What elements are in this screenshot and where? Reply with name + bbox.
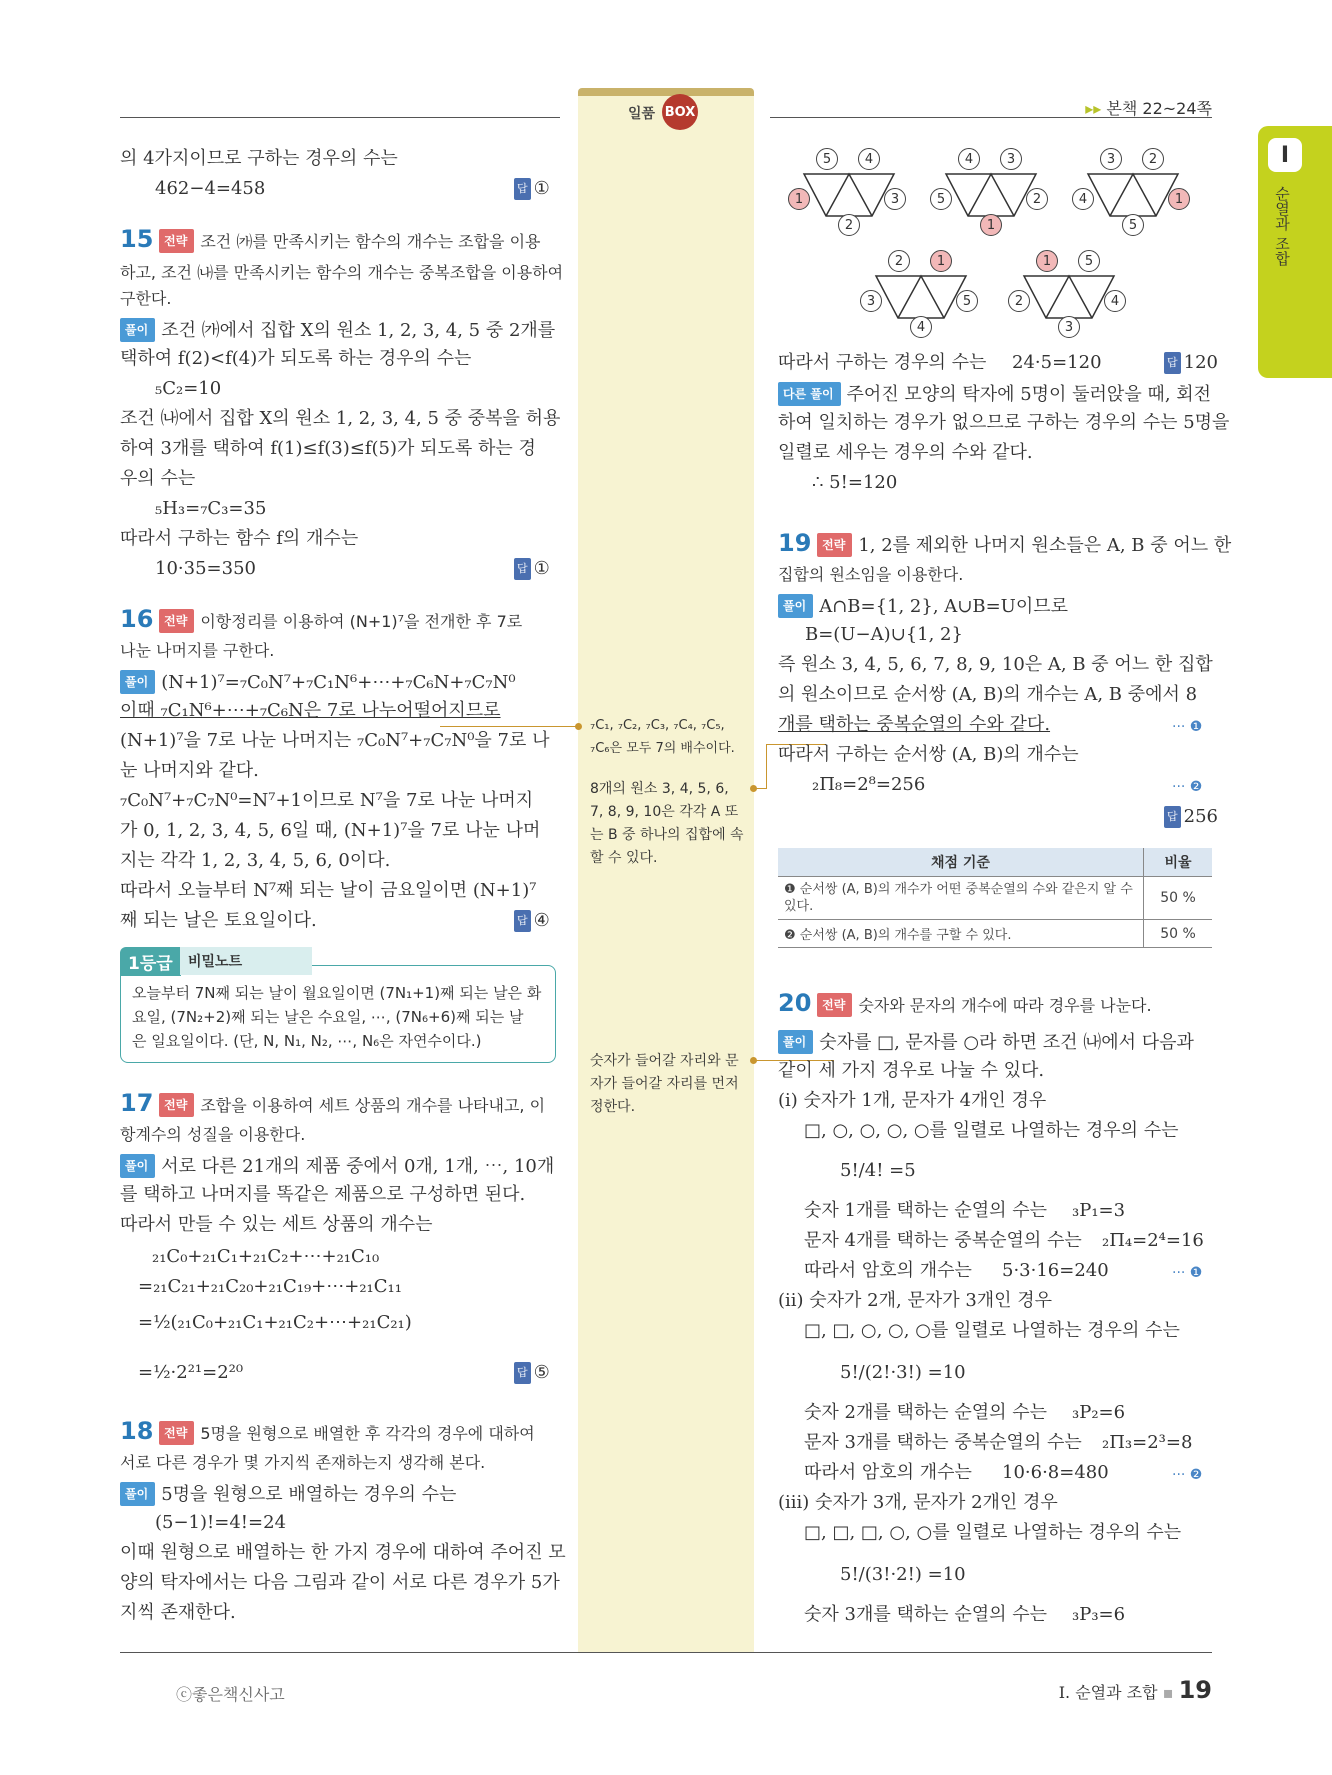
text-line: 눈 나머지와 같다. <box>120 760 259 781</box>
text-line: 즉 원소 3, 4, 5, 6, 7, 8, 9, 10은 A, B 중 어느 한 집합 <box>778 654 1213 675</box>
equation: ₂Π₄=2⁴=16 <box>1102 1230 1204 1251</box>
page-number: 19 <box>1178 1676 1212 1704</box>
seat-number: 1 <box>1036 250 1058 272</box>
q15-solution: 풀이 조건 ㈎에서 집합 X의 원소 1, 2, 3, 4, 5 중 2개를 <box>120 318 555 342</box>
text-line: 문자 4개를 택하는 중복순열의 수는 <box>804 1230 1082 1251</box>
seat-number: 2 <box>1008 290 1030 312</box>
chapter-title: 순열과 조합 <box>1273 186 1291 266</box>
step-marker: ··· ❶ <box>1172 1265 1203 1281</box>
seat-number: 4 <box>858 148 880 170</box>
footer-rule <box>120 1652 1212 1653</box>
double-arrow-icon: ▸▸ <box>1085 99 1102 118</box>
text-line: 가 0, 1, 2, 3, 4, 5, 6일 때, (N+1)⁷을 7로 나눈 나머 <box>120 820 541 841</box>
equation: (5−1)!=4!=24 <box>155 1512 287 1533</box>
equation: 5!/(3!·2!) =10 <box>840 1564 966 1585</box>
text-line: ₇C₀N⁷+₇C₇N⁰=N⁷+1이므로 N⁷을 7로 나눈 나머지 <box>120 790 534 811</box>
table-row: ❶ 순서쌍 (A, B)의 개수가 어떤 중복순열의 수와 같은지 알 수 있다. 50 % <box>778 877 1212 920</box>
equation: ₂₁C₀+₂₁C₁+₂₁C₂+⋯+₂₁C₁₀ <box>152 1246 380 1267</box>
text-line: 개를 택하는 중복순열의 수와 같다. <box>778 714 1051 735</box>
equation: ₅H₃=₇C₃=35 <box>155 498 267 519</box>
solution-tag: 풀이 <box>120 1154 155 1178</box>
seat-number: 2 <box>888 250 910 272</box>
strategy-tag: 전략 <box>159 1093 194 1117</box>
seat-number: 2 <box>1026 188 1048 210</box>
text-line: 따라서 구하는 경우의 수는 <box>778 352 987 373</box>
step-marker: ··· ❷ <box>1172 1467 1203 1483</box>
text-line: 택하여 f(2)<f(4)가 되도록 하는 경우의 수는 <box>120 348 472 369</box>
q20-strategy: 20 전략 숫자와 문자의 개수에 따라 경우를 나눈다. <box>778 989 1152 1017</box>
seat-number: 4 <box>958 148 980 170</box>
box-prefix: 일품 <box>628 106 656 122</box>
text-line: 따라서 암호의 개수는 <box>804 1260 972 1281</box>
secret-note-line: 오늘부터 7N째 되는 날이 월요일이면 (7N₁+1)째 되는 날은 화 <box>132 984 542 1002</box>
q17-solution: 풀이 서로 다른 21개의 제품 중에서 0개, 1개, ⋯, 10개 <box>120 1154 554 1178</box>
text-line: 나눈 나머지를 구한다. <box>120 641 275 660</box>
center-note-3: 숫자가 들어갈 자리와 문 자가 들어갈 자리를 먼저 정한다. <box>590 1053 739 1115</box>
text-line: 우의 수는 <box>120 468 196 489</box>
text-line: 하여 일치하는 경우가 없으므로 구하는 경우의 수는 5명을 <box>778 412 1230 433</box>
secret-note-title: 비밀노트 <box>180 947 312 975</box>
answer: 답 ④ <box>514 910 550 932</box>
chapter-label: I. 순열과 조합 <box>1058 1683 1158 1702</box>
text-line: 같이 세 가지 경우로 나눌 수 있다. <box>778 1060 1045 1081</box>
seat-number: 5 <box>930 188 952 210</box>
leader-line <box>754 788 766 789</box>
text-line: 를 택하고 나머지를 똑같은 제품으로 구성하면 된다. <box>120 1184 526 1205</box>
text-line: 서로 다른 경우가 몇 가지씩 존재하는지 생각해 본다. <box>120 1453 486 1472</box>
solution-tag: 풀이 <box>778 1030 813 1054</box>
q18-solution: 풀이 5명을 원형으로 배열하는 경우의 수는 <box>120 1482 456 1506</box>
q18-strategy: 18 전략 5명을 원형으로 배열한 후 각각의 경우에 대하여 <box>120 1417 535 1445</box>
round-table-diagram <box>778 140 1212 340</box>
text-line: 따라서 만들 수 있는 세트 상품의 개수는 <box>120 1214 433 1235</box>
text-line: 지는 각각 1, 2, 3, 4, 5, 6, 0이다. <box>120 850 391 871</box>
answer: 답 256 <box>1164 806 1218 828</box>
seat-number: 2 <box>1142 148 1164 170</box>
strategy-tag: 전략 <box>817 533 852 557</box>
text-line: 따라서 구하는 함수 f의 개수는 <box>120 528 359 549</box>
equation: 5·3·16=240 <box>1002 1260 1109 1281</box>
case-heading: (i) 숫자가 1개, 문자가 4개인 경우 <box>778 1090 1047 1111</box>
step-marker: ··· ❷ <box>1172 779 1203 795</box>
publisher-credit: ⓒ좋은책신사고 <box>176 1685 285 1704</box>
equation: ₂Π₈=2⁸=256 <box>812 774 926 795</box>
equation: 10·35=350 <box>155 558 256 579</box>
text-line: 구한다. <box>120 289 172 308</box>
table-header: 비율 <box>1144 848 1213 877</box>
text-line: 의 4가지이므로 구하는 경우의 수는 <box>120 148 398 169</box>
solution-tag: 풀이 <box>120 1482 155 1506</box>
equation: ₃P₃=6 <box>1072 1604 1126 1625</box>
answer: 답 120 <box>1164 352 1218 374</box>
equation: =½·2²¹=2²⁰ <box>138 1362 244 1383</box>
text-line: 일렬로 세우는 경우의 수와 같다. <box>778 442 1033 463</box>
strategy-tag: 전략 <box>159 609 194 633</box>
answer-icon: 답 <box>514 1362 531 1384</box>
seat-number: 4 <box>1104 290 1126 312</box>
chapter-number: I <box>1268 138 1302 172</box>
seat-number: 4 <box>910 316 932 338</box>
seat-number: 5 <box>1122 214 1144 236</box>
seat-number: 1 <box>788 188 810 210</box>
seat-number: 3 <box>860 290 882 312</box>
seat-number: 5 <box>1078 250 1100 272</box>
equation: ₂Π₃=2³=8 <box>1102 1432 1193 1453</box>
center-note-column <box>578 92 754 1652</box>
text-line: 조건 ㈏에서 집합 X의 원소 1, 2, 3, 4, 5 중 중복을 허용 <box>120 408 561 429</box>
page-footer: I. 순열과 조합 ▪ 19 <box>1058 1676 1212 1704</box>
equation: 462−4=458 <box>155 178 266 199</box>
seat-number: 2 <box>838 214 860 236</box>
equation: ∴ 5!=120 <box>812 472 898 493</box>
equation: =₂₁C₂₁+₂₁C₂₀+₂₁C₁₉+⋯+₂₁C₁₁ <box>138 1276 402 1297</box>
secret-note-badge: 1등급 <box>120 947 181 976</box>
secret-note-line: 요일, (7N₂+2)째 되는 날은 수요일, ⋯, (7N₆+6)째 되는 날 <box>132 1008 524 1026</box>
equation: 5!/4! =5 <box>840 1160 916 1181</box>
seat-number: 1 <box>980 214 1002 236</box>
textbook-reference: ▸▸ 본책 22~24쪽 <box>1085 99 1212 118</box>
equation: 24·5=120 <box>1012 352 1102 373</box>
text-line: 집합의 원소임을 이용한다. <box>778 565 964 584</box>
q17-strategy: 17 전략 조합을 이용하여 세트 상품의 개수를 나타내고, 이 <box>120 1089 546 1117</box>
center-column-cap <box>578 88 754 96</box>
text-line: 항계수의 성질을 이용한다. <box>120 1125 306 1144</box>
q16-solution: 풀이 (N+1)⁷=₇C₀N⁷+₇C₁N⁶+⋯+₇C₆N+₇C₇N⁰ <box>120 670 516 694</box>
step-marker: ··· ❶ <box>1172 719 1203 735</box>
seat-number: 3 <box>884 188 906 210</box>
equation: ₃P₂=6 <box>1072 1402 1126 1423</box>
answer-icon: 답 <box>514 558 531 580</box>
text-line: 이때 ₇C₁N⁶+⋯+₇C₆N은 7로 나누어떨어지므로 <box>120 700 501 721</box>
answer: 답 ⑤ <box>514 1362 550 1384</box>
seat-number: 4 <box>1072 188 1094 210</box>
text-line: 의 원소이므로 순서쌍 (A, B)의 개수는 A, B 중에서 8 <box>778 684 1198 705</box>
answer: 답 ① <box>514 178 550 200</box>
case-heading: (iii) 숫자가 3개, 문자가 2개인 경우 <box>778 1492 1058 1513</box>
secret-note-line: 은 일요일이다. (단, N, N₁, N₂, ⋯, N₆은 자연수이다.) <box>132 1032 482 1050</box>
seat-number: 5 <box>956 290 978 312</box>
text-line: □, □, □, ○, ○를 일렬로 나열하는 경우의 수는 <box>804 1522 1182 1543</box>
alt-solution: 다른 풀이 주어진 모양의 탁자에 5명이 둘러앉을 때, 회전 <box>778 382 1211 406</box>
answer-icon: 답 <box>514 910 531 932</box>
q20-solution: 풀이 숫자를 □, 문자를 ○라 하면 조건 ㈏에서 다음과 <box>778 1030 1194 1054</box>
text-line: 하여 3개를 택하여 f(1)≤f(3)≤f(5)가 되도록 하는 경 <box>120 438 536 459</box>
equation: =½(₂₁C₀+₂₁C₁+₂₁C₂+⋯+₂₁C₂₁) <box>138 1312 412 1333</box>
equation: 5!/(2!·3!) =10 <box>840 1362 966 1383</box>
text-line: 따라서 암호의 개수는 <box>804 1462 972 1483</box>
text-line: 따라서 오늘부터 N⁷째 되는 날이 금요일이면 (N+1)⁷ <box>120 880 537 901</box>
leader-line <box>440 726 578 727</box>
solution-tag: 풀이 <box>778 594 813 618</box>
text-line: 숫자 1개를 택하는 순열의 수는 <box>804 1200 1047 1221</box>
seat-number: 1 <box>1168 188 1190 210</box>
text-line: □, ○, ○, ○, ○를 일렬로 나열하는 경우의 수는 <box>804 1120 1179 1141</box>
seat-number: 3 <box>1058 316 1080 338</box>
equation: ₃P₁=3 <box>1072 1200 1126 1221</box>
answer-icon: 답 <box>1164 352 1181 374</box>
text-line: 숫자 3개를 택하는 순열의 수는 <box>804 1604 1047 1625</box>
text-line: 지씩 존재한다. <box>120 1602 236 1623</box>
grading-table <box>778 848 1212 948</box>
answer-icon: 답 <box>514 178 531 200</box>
answer-icon: 답 <box>1164 806 1181 828</box>
seat-number: 3 <box>1000 148 1022 170</box>
strategy-tag: 전략 <box>159 229 194 253</box>
table-row: ❷ 순서쌍 (A, B)의 개수를 구할 수 있다. 50 % <box>778 920 1212 948</box>
text-line: (N+1)⁷을 7로 나눈 나머지는 ₇C₀N⁷+₇C₇N⁰을 7로 나 <box>120 730 550 751</box>
q19-solution: 풀이 A∩B={1, 2}, A∪B=U이므로 <box>778 594 1068 618</box>
box-badge: BOX <box>662 94 698 130</box>
q16-strategy: 16 전략 이항정리를 이용하여 (N+1)⁷을 전개한 후 7로 <box>120 605 523 633</box>
text-line: 째 되는 날은 토요일이다. <box>120 910 317 931</box>
leader-line <box>766 744 767 789</box>
center-note-1: ₇C₁, ₇C₂, ₇C₃, ₇C₄, ₇C₅, ₇C₆은 모두 7의 배수이다. <box>590 718 735 756</box>
answer: 답 ① <box>514 558 550 580</box>
alt-solution-tag: 다른 풀이 <box>778 382 841 406</box>
text-line: 양의 탁자에서는 다음 그림과 같이 서로 다른 경우가 5가 <box>120 1572 560 1593</box>
text-line: 이때 원형으로 배열하는 한 가지 경우에 대하여 주어진 모 <box>120 1542 566 1563</box>
center-note-2: 8개의 원소 3, 4, 5, 6, 7, 8, 9, 10은 각각 A 또 는 B 중 하나의 집합에 속 할 수 있다. <box>590 781 744 866</box>
text-line: 문자 3개를 택하는 중복순열의 수는 <box>804 1432 1082 1453</box>
solution-tag: 풀이 <box>120 318 155 342</box>
text-line: 숫자 2개를 택하는 순열의 수는 <box>804 1402 1047 1423</box>
equation: ₅C₂=10 <box>155 378 222 399</box>
text-line: 하고, 조건 ㈏를 만족시키는 함수의 개수는 중복조합을 이용하여 <box>120 263 564 282</box>
solution-tag: 풀이 <box>120 670 155 694</box>
leader-dot <box>575 723 582 730</box>
strategy-tag: 전략 <box>817 993 852 1017</box>
text-line: □, □, ○, ○, ○를 일렬로 나열하는 경우의 수는 <box>804 1320 1180 1341</box>
strategy-tag: 전략 <box>159 1421 194 1445</box>
header-rule-left <box>120 117 560 118</box>
case-heading: (ii) 숫자가 2개, 문자가 3개인 경우 <box>778 1290 1053 1311</box>
q15-strategy: 15 전략 조건 ㈎를 만족시키는 함수의 개수는 조합을 이용 <box>120 225 541 253</box>
text-line: 따라서 구하는 순서쌍 (A, B)의 개수는 <box>778 744 1079 765</box>
q19-strategy: 19 전략 1, 2를 제외한 나머지 원소들은 A, B 중 어느 한 <box>778 529 1232 557</box>
seat-number: 5 <box>816 148 838 170</box>
table-header: 채점 기준 <box>778 848 1144 877</box>
seat-number: 1 <box>930 250 952 272</box>
equation: 10·6·8=480 <box>1002 1462 1109 1483</box>
seat-number: 3 <box>1100 148 1122 170</box>
equation: B=(U−A)∪{1, 2} <box>805 624 963 645</box>
